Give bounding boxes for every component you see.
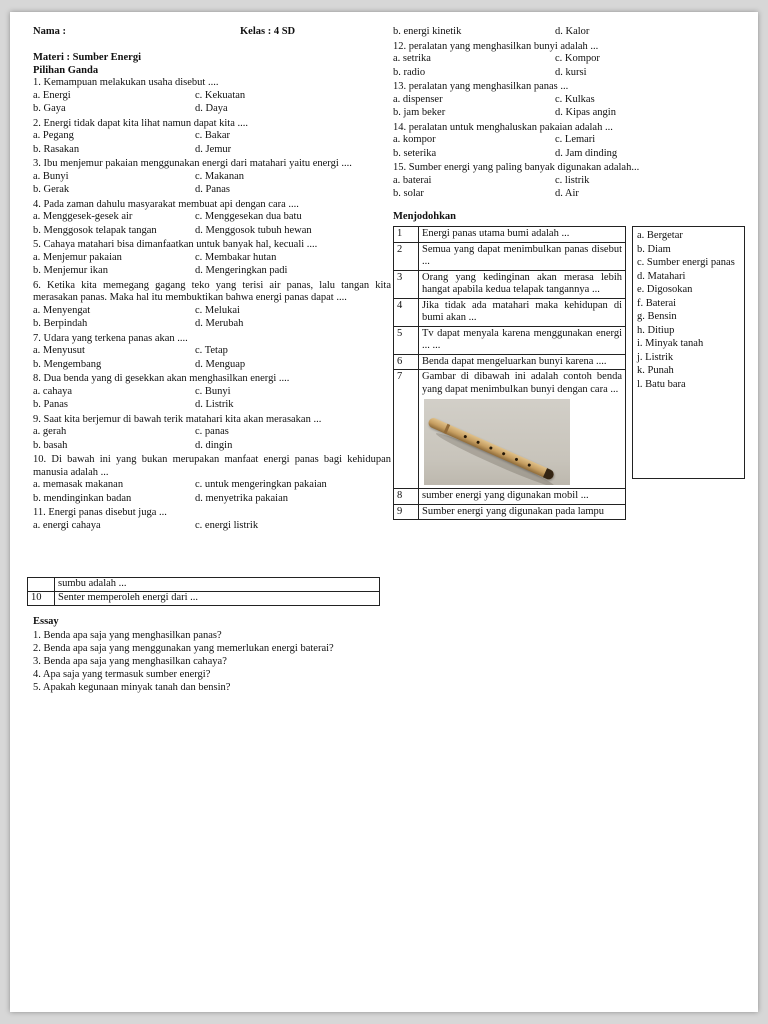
option-b: b. radio	[393, 66, 426, 78]
option-a: a. kompor	[393, 134, 436, 145]
option-d: d. Panas	[195, 184, 230, 195]
option-a: a. Menyengat	[33, 304, 91, 316]
question-text: 2. Energi tidak dapat kita lihat namun dapat kita ....	[33, 117, 248, 129]
option-d: d. Listrik	[195, 399, 234, 410]
essay-question: 1. Benda apa saja yang menghasilkan panas?	[33, 629, 222, 641]
flute-shadow	[434, 429, 556, 485]
row-number	[28, 578, 55, 592]
right-column	[393, 26, 750, 520]
question-5	[33, 239, 391, 278]
row-text: Tv dapat menyala karena menggunakan energi ... ...	[419, 326, 626, 354]
table-row	[394, 326, 626, 354]
question-10	[33, 454, 391, 505]
row-text: Senter memperoleh energi dari ...	[55, 592, 380, 606]
option-d: d. Jam dinding	[555, 147, 618, 159]
question-7	[33, 333, 391, 372]
option-d: d. Menguap	[195, 358, 246, 370]
question-11	[33, 507, 391, 532]
question-text: 8. Dua benda yang di gesekkan akan menghasilkan energi ....	[33, 373, 290, 384]
row-text: Energi panas utama bumi adalah ...	[419, 227, 626, 243]
question-8	[33, 373, 391, 412]
pilihan-ganda-heading: Pilihan Ganda	[33, 64, 99, 76]
flute-hole	[489, 446, 493, 450]
question-2	[33, 118, 391, 157]
option-c: c. Membakar hutan	[195, 251, 277, 263]
table-row	[394, 489, 626, 505]
option-b: b. Menggosok telapak tangan	[33, 224, 157, 236]
option-b: b. Gaya	[33, 103, 66, 114]
question-6	[33, 280, 391, 331]
flute-hole	[527, 463, 531, 467]
row-number: 4	[394, 298, 419, 326]
matching-continuation-table	[27, 577, 380, 606]
table-row	[394, 504, 626, 520]
row-text: Gambar di dibawah ini adalah contoh benda yang dapat menimbulkan bunyi dengan cara ...	[422, 371, 622, 395]
option-c: c. untuk mengeringkan pakaian	[195, 479, 327, 490]
flute-hole	[476, 440, 480, 444]
kelas-label: Kelas : 4 SD	[240, 26, 296, 37]
option-a: a. gerah	[33, 426, 67, 437]
essay-question: 3. Benda apa saja yang menghasilkan cahaya?	[33, 655, 227, 667]
flute-image	[424, 399, 570, 485]
option-b: b. mendinginkan badan	[33, 492, 132, 504]
question-1	[33, 77, 391, 116]
matching-options-box	[632, 226, 745, 479]
question-11-continuation	[393, 26, 750, 39]
row-number: 6	[394, 354, 419, 370]
option-c: c. Menggesekan dua batu	[195, 211, 302, 222]
option-a: a. Pegang	[33, 130, 74, 141]
option-d: d. Merubah	[195, 318, 244, 329]
option-a: a. Menjemur pakaian	[33, 251, 122, 263]
option-c: c. energi listrik	[195, 519, 259, 531]
match-option: c. Sumber energi panas	[637, 257, 735, 268]
question-text: 15. Sumber energi yang paling banyak digunakan adalah...	[393, 162, 640, 173]
left-column	[33, 26, 391, 534]
table-row	[394, 354, 626, 370]
option-a: a. energi cahaya	[33, 519, 101, 531]
option-b: b. Gerak	[33, 184, 70, 195]
row-number: 8	[394, 489, 419, 505]
option-b: b. basah	[33, 439, 68, 451]
question-text: 6. Ketika kita memegang gagang teko yang terisi air panas, lalu tangan kita merasakan panas. Maka hal itu membuktikan bahwa energi panas dapat ....	[33, 279, 391, 303]
option-d: d. Kipas angin	[555, 107, 616, 118]
question-12	[393, 41, 750, 80]
question-text: 9. Saat kita berjemur di bawah terik matahari kita akan merasakan ...	[33, 413, 322, 425]
option-d: d. Mengeringkan padi	[195, 265, 288, 276]
option-c: c. Tetap	[195, 345, 228, 356]
row-text: sumber energi yang digunakan mobil ...	[419, 489, 626, 505]
option-a: a. Energi	[33, 89, 71, 101]
match-option: a. Bergetar	[637, 230, 683, 241]
question-14	[393, 122, 750, 161]
option-a: a. baterai	[393, 174, 432, 186]
matching-section	[393, 226, 750, 520]
flute-hole	[463, 435, 467, 439]
row-number: 10	[28, 592, 55, 606]
table-row	[394, 242, 626, 270]
option-b: b. Rasakan	[33, 143, 80, 155]
option-c: c. Kompor	[555, 53, 600, 64]
option-a: a. dispenser	[393, 93, 443, 105]
question-4	[33, 199, 391, 238]
match-option: h. Ditiup	[637, 324, 675, 336]
option-d: d. Air	[555, 188, 579, 199]
option-c: c. listrik	[555, 174, 590, 186]
document-page	[10, 12, 758, 1012]
option-c: c. Kulkas	[555, 93, 595, 105]
match-option: d. Matahari	[637, 270, 686, 282]
option-a: a. Menggesek-gesek air	[33, 211, 133, 222]
question-text: 5. Cahaya matahari bisa dimanfaatkan untuk banyak hal, kecuali ....	[33, 239, 318, 250]
row-number: 1	[394, 227, 419, 243]
option-b: b. seterika	[393, 147, 437, 159]
question-9	[33, 414, 391, 453]
option-b: b. Panas	[33, 399, 68, 410]
materi-line: Materi : Sumber Energi	[33, 52, 141, 63]
option-c: c. Kekuatan	[195, 89, 246, 101]
match-option: g. Bensin	[637, 311, 677, 322]
question-text: 4. Pada zaman dahulu masyarakat membuat api dengan cara ....	[33, 198, 299, 210]
question-text: 3. Ibu menjemur pakaian menggunakan energi dari matahari yaitu energi ....	[33, 158, 352, 169]
row-number: 7	[394, 370, 419, 489]
option-d: d. menyetrika pakaian	[195, 492, 289, 504]
option-a: a. setrika	[393, 53, 431, 64]
question-text: 14. peralatan untuk menghaluskan pakaian adalah ...	[393, 121, 613, 133]
question-13	[393, 81, 750, 120]
option-b: b. solar	[393, 188, 424, 199]
option-b: b. energi kinetik	[393, 26, 462, 37]
match-option: e. Digosokan	[637, 284, 693, 295]
row-text-with-image	[419, 370, 626, 489]
question-3	[33, 158, 391, 197]
match-option: i. Minyak tanah	[637, 338, 704, 349]
flute-hole	[502, 452, 506, 456]
option-d: d. Jemur	[195, 143, 232, 155]
table-row	[28, 578, 380, 592]
match-option: l. Batu bara	[637, 378, 686, 390]
option-c: c. Bakar	[195, 130, 230, 141]
essay-section	[33, 616, 453, 695]
table-row	[28, 592, 380, 606]
option-c: c. Lemari	[555, 134, 596, 145]
option-a: a. Menyusut	[33, 345, 85, 356]
table-row	[394, 298, 626, 326]
option-a: a. memasak makanan	[33, 479, 124, 490]
row-text: Jika tidak ada matahari maka kehidupan di bumi akan ...	[419, 298, 626, 326]
flute-band	[443, 424, 450, 434]
option-d: d. Menggosok tubuh hewan	[195, 224, 312, 236]
row-text: Benda dapat mengeluarkan bunyi karena ....	[419, 354, 626, 370]
option-d: d. dingin	[195, 439, 233, 451]
flute-body	[427, 416, 555, 480]
option-d: d. Kalor	[555, 26, 590, 37]
option-d: d. Daya	[195, 103, 228, 114]
option-b: b. Menjemur ikan	[33, 265, 108, 276]
option-c: c. Melukai	[195, 304, 240, 316]
option-b: b. jam beker	[393, 107, 446, 118]
matching-table	[393, 226, 626, 520]
option-a: a. cahaya	[33, 385, 73, 397]
option-d: d. kursi	[555, 66, 587, 78]
question-text: 7. Udara yang terkena panas akan ....	[33, 332, 188, 344]
option-a: a. Bunyi	[33, 170, 69, 182]
option-c: c. panas	[195, 426, 229, 437]
question-text: 12. peralatan yang menghasilkan bunyi adalah ...	[393, 40, 599, 52]
match-option: j. Listrik	[637, 351, 674, 363]
table-row	[394, 270, 626, 298]
essay-question: 4. Apa saja yang termasuk sumber energi?	[33, 668, 211, 680]
row-number: 9	[394, 504, 419, 520]
table-row	[394, 227, 626, 243]
flute-hole	[514, 457, 518, 461]
row-text: Semua yang dapat menimbulkan panas disebut ...	[419, 242, 626, 270]
question-text: 13. peralatan yang menghasilkan panas ...	[393, 81, 569, 92]
nama-label: Nama :	[33, 26, 66, 37]
match-option: f. Baterai	[637, 297, 677, 309]
row-text: sumbu adalah ...	[55, 578, 380, 592]
question-15	[393, 162, 750, 201]
question-text: 11. Energi panas disebut juga ...	[33, 507, 167, 518]
row-text: Sumber energi yang digunakan pada lampu	[419, 504, 626, 520]
question-text: 1. Kemampuan melakukan usaha disebut ....	[33, 77, 219, 88]
option-c: c. Makanan	[195, 170, 244, 182]
option-c: c. Bunyi	[195, 385, 231, 397]
row-number: 3	[394, 270, 419, 298]
match-option: b. Diam	[637, 243, 671, 255]
option-b: b. Berpindah	[33, 318, 88, 329]
row-text: Orang yang kedinginan akan merasa lebih hangat apabila kedua telapak tangannya ...	[419, 270, 626, 298]
menjodohkan-heading: Menjodohkan	[393, 210, 457, 222]
header-row	[33, 26, 391, 39]
match-option: k. Punah	[637, 365, 674, 376]
row-number: 5	[394, 326, 419, 354]
row-number: 2	[394, 242, 419, 270]
option-b: b. Mengembang	[33, 358, 102, 370]
essay-question: 2. Benda apa saja yang menggunakan yang memerlukan energi baterai?	[33, 642, 334, 654]
essay-question: 5. Apakah kegunaan minyak tanah dan bensin?	[33, 681, 231, 693]
table-row	[394, 370, 626, 489]
question-text: 10. Di bawah ini yang bukan merupakan manfaat energi panas bagi kehidupan manusia adalah ...	[33, 454, 391, 478]
essay-heading: Essay	[33, 616, 59, 627]
